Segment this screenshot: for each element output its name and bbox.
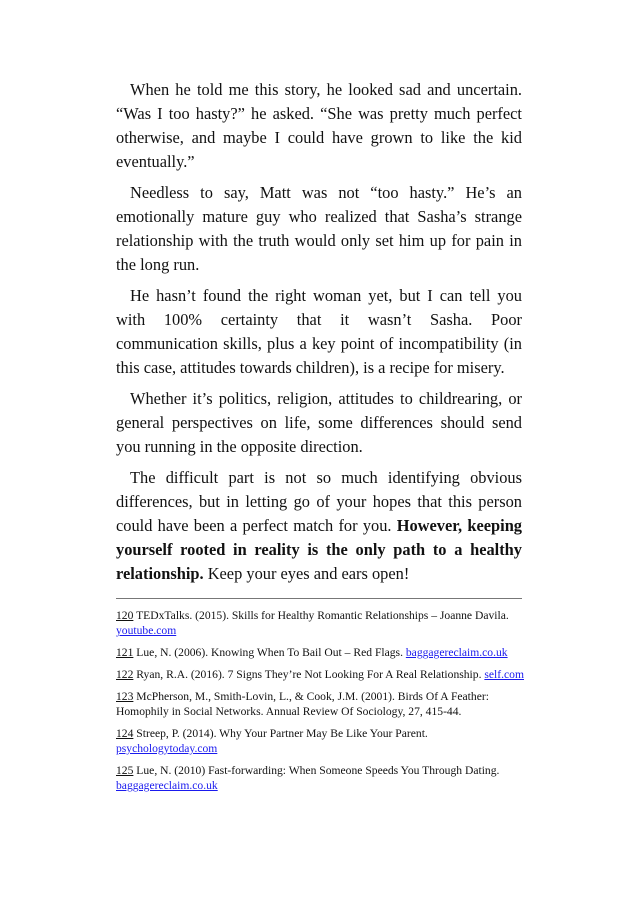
footnote-number[interactable]: 121 bbox=[116, 646, 134, 659]
footnote bbox=[116, 763, 526, 793]
footnote-number[interactable]: 124 bbox=[116, 727, 134, 740]
footnote-link[interactable]: self.com bbox=[484, 668, 524, 681]
footnote-link[interactable]: psychologytoday.com bbox=[116, 742, 218, 755]
paragraph bbox=[116, 466, 522, 586]
bold-emphasis: However, keeping yourself rooted in reality is the only path to a healthy relationship. bbox=[116, 516, 523, 583]
paragraph: Whether it’s politics, religion, attitudes to childrearing, or general perspectives on life, some differences should send you running in the opposite direction. bbox=[116, 389, 522, 456]
footnote-number[interactable]: 122 bbox=[116, 668, 134, 681]
footnotes bbox=[116, 608, 526, 800]
footnote-text: Ryan, R.A. (2016). 7 Signs They’re Not Looking For A Real Relationship. bbox=[133, 668, 485, 681]
footnote-number[interactable]: 120 bbox=[116, 609, 134, 622]
footnote-link[interactable]: baggagereclaim.co.uk bbox=[116, 779, 218, 792]
footnote bbox=[116, 689, 526, 719]
footnote bbox=[116, 726, 526, 756]
footnote bbox=[116, 608, 526, 638]
body-text bbox=[116, 78, 522, 593]
footnote-text: Lue, N. (2006). Knowing When To Bail Out – Red Flags. bbox=[133, 646, 406, 659]
paragraph: Needless to say, Matt was not “too hasty.” He’s an emotionally mature guy who realized that Sasha’s strange relationship with the truth would only set him up for pain in the long run. bbox=[116, 183, 522, 274]
footnote bbox=[116, 667, 526, 682]
footnote-number[interactable]: 123 bbox=[116, 690, 134, 703]
footnote-divider bbox=[116, 598, 522, 599]
footnote-link[interactable]: youtube.com bbox=[116, 624, 177, 637]
footnote-link[interactable]: baggagereclaim.co.uk bbox=[405, 646, 508, 659]
paragraph-text: Keep your eyes and ears open! bbox=[203, 564, 410, 583]
paragraph-text: The difficult part is not so much identifying obvious differences, but in letting go of your hopes that this person could have been a perfect match for you. bbox=[116, 468, 522, 535]
footnote-text: TEDxTalks. (2015). Skills for Healthy Romantic Relationships – Joanne Davila. bbox=[133, 609, 509, 622]
paragraph: When he told me this story, he looked sad and uncertain. “Was I too hasty?” he asked. “She was pretty much perfect otherwise, and maybe I could have grown to like the kid eventually.” bbox=[116, 80, 522, 171]
footnote-text: Lue, N. (2010) Fast-forwarding: When Someone Speeds You Through Dating. bbox=[133, 764, 500, 777]
footnote bbox=[116, 645, 526, 660]
footnote-number[interactable]: 125 bbox=[116, 764, 134, 777]
footnote-text: Streep, P. (2014). Why Your Partner May Be Like Your Parent. bbox=[133, 727, 428, 740]
footnote-text: McPherson, M., Smith-Lovin, L., & Cook, J.M. (2001). Birds Of A Feather: Homophily in Social Networks. Annual Review Of Sociology, 27, 415-44. bbox=[116, 690, 489, 718]
paragraph: He hasn’t found the right woman yet, but I can tell you with 100% certainty that it wasn’t Sasha. Poor communication skills, plus a key point of incompatibility (in this case, attitudes towards children), is a recipe for misery. bbox=[116, 286, 522, 377]
